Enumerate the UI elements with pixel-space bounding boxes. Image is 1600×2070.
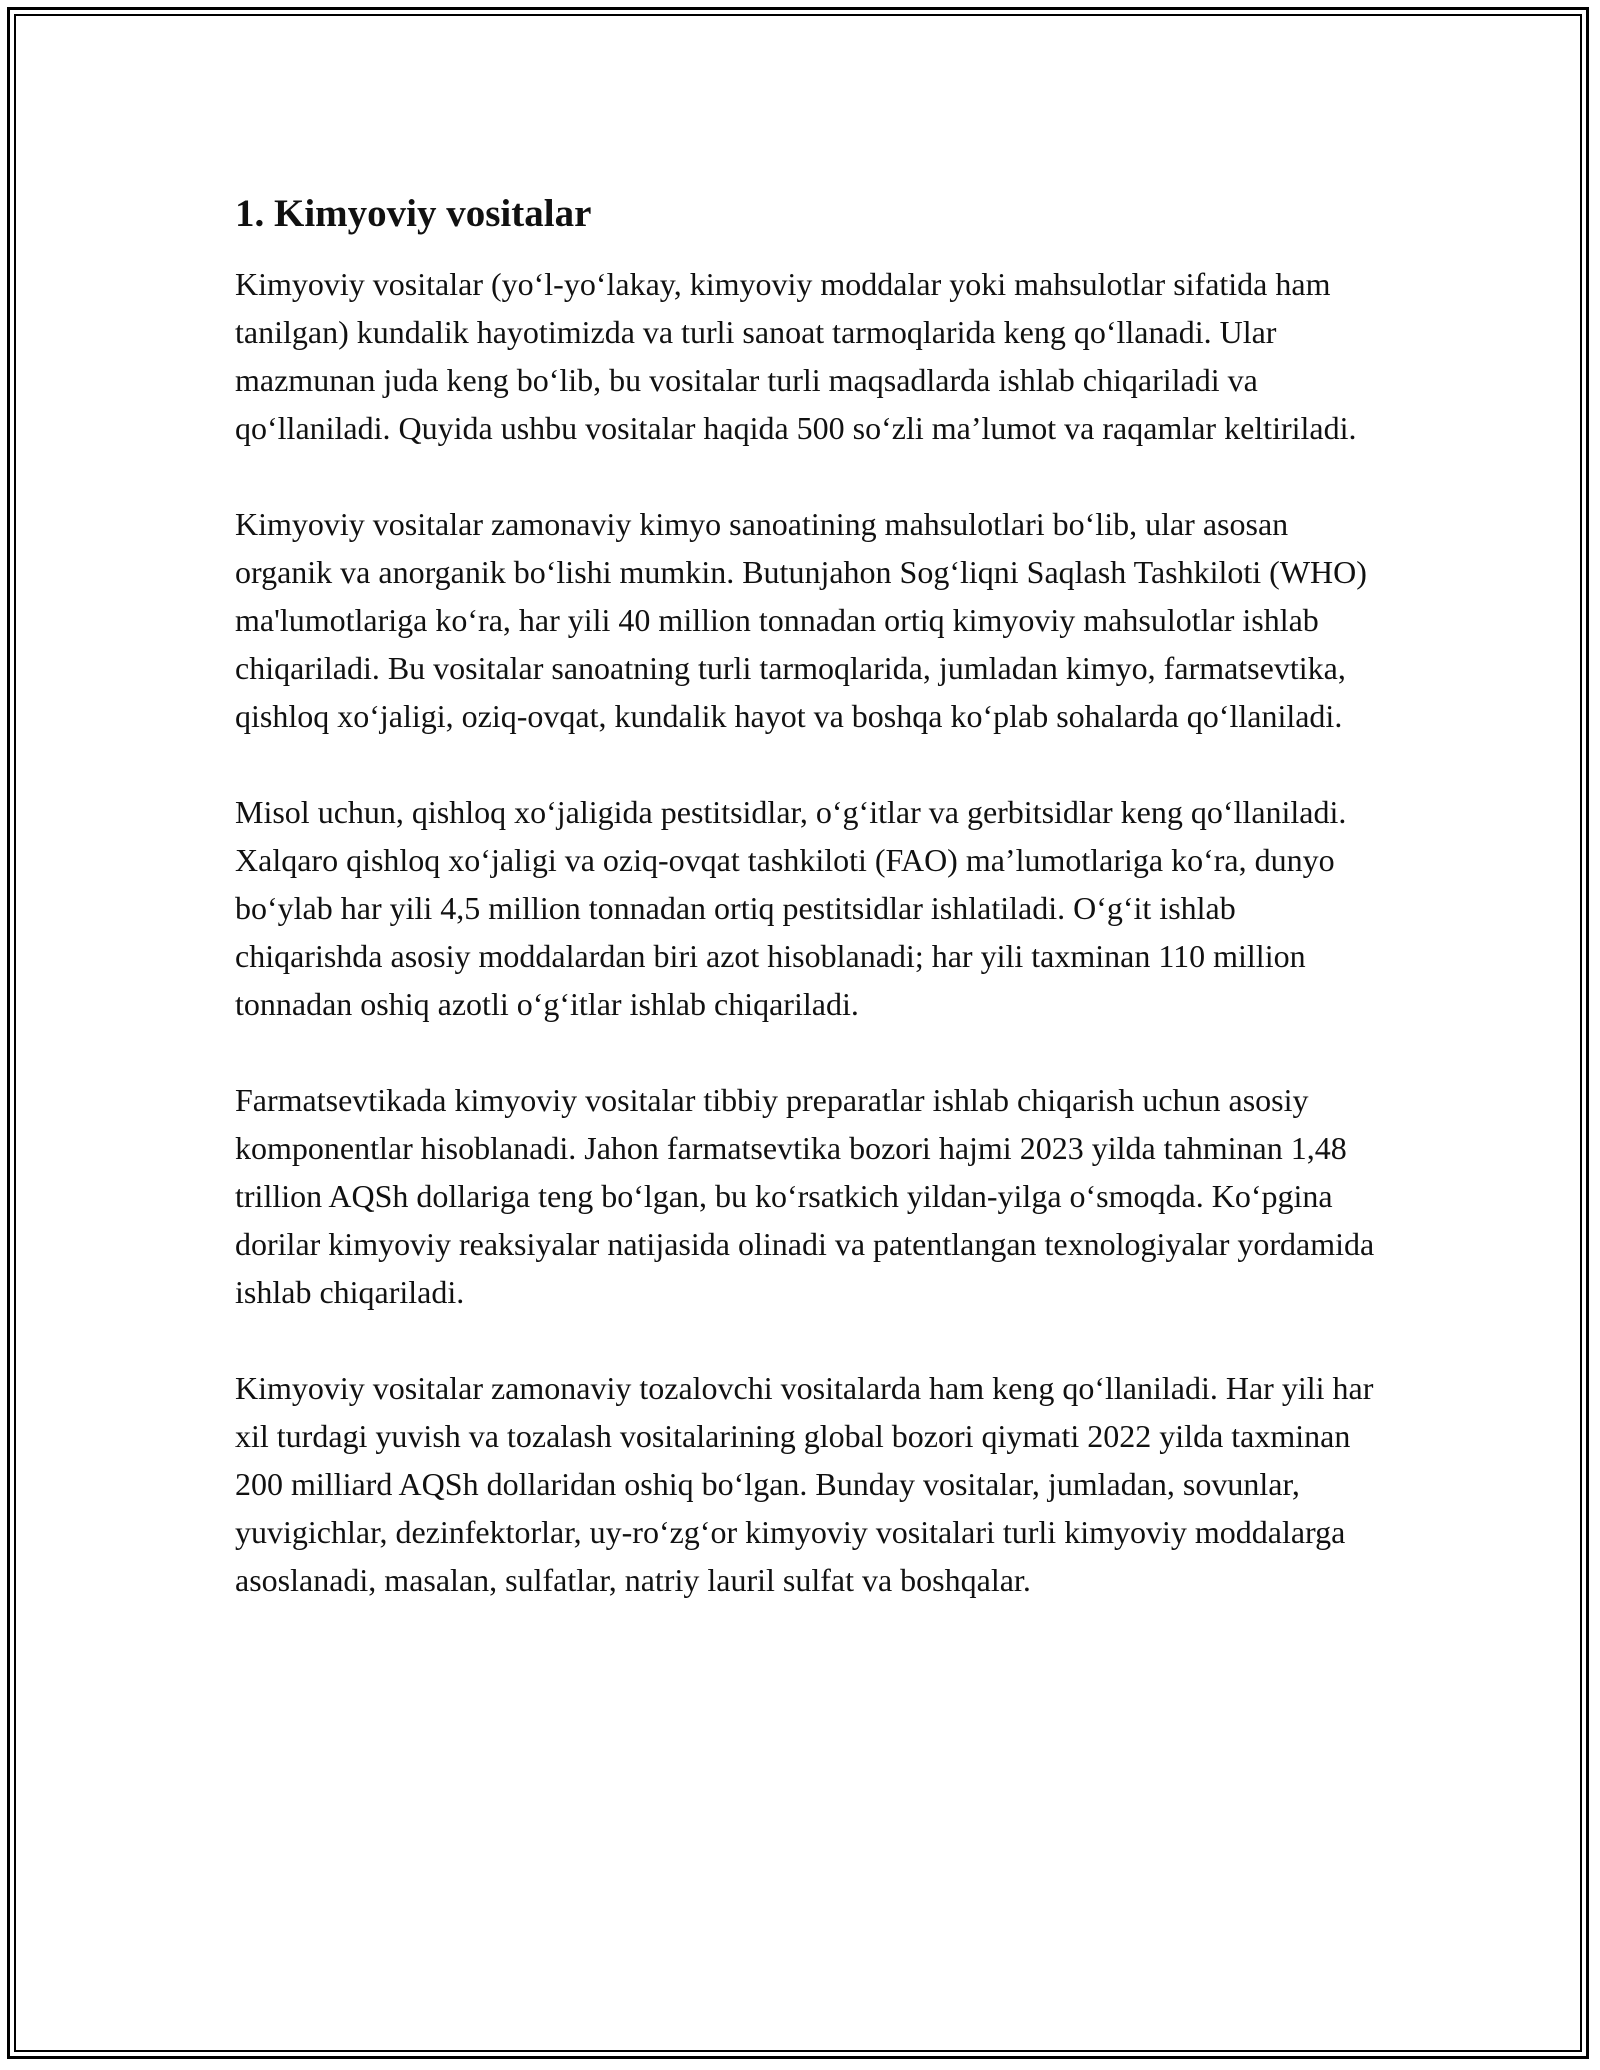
paragraph-cleaning-agents: Kimyoviy vositalar zamonaviy tozalovchi vositalarda ham keng qo‘llaniladi. Har yili har xil turdagi yuvish va tozalash vositalarining global bozori qiymati 2022 yilda taxminan 200 milliard AQSh dollaridan oshiq bo‘lgan. Bunday vositalar, jumladan, sovunlar, yuvigichlar, dezinfektorlar, uy-ro‘zg‘or kimyoviy vositalari turli kimyoviy moddalarga asoslanadi, masalan, sulfatlar, natriy lauril sulfat va boshqalar. <box>235 1370 1374 1598</box>
section-heading: 1. Kimyoviy vositalar <box>235 192 592 235</box>
document-body <box>235 185 1385 1652</box>
paragraph-intro: Kimyoviy vositalar (yo‘l-yo‘lakay, kimyoviy moddalar yoki mahsulotlar sifatida ham tanilgan) kundalik hayotimizda va turli sanoat tarmoqlarida keng qo‘llanadi. Ular mazmunan juda keng bo‘lib, bu vositalar turli maqsadlarda ishlab chiqariladi va qo‘llaniladi. Quyida ushbu vositalar haqida 500 so‘zli ma’lumot va raqamlar keltiriladi. <box>235 266 1357 446</box>
paragraph-pharmaceutics: Farmatsevtikada kimyoviy vositalar tibbiy preparatlar ishlab chiqarish uchun asosiy komponentlar hisoblanadi. Jahon farmatsevtika bozori hajmi 2023 yilda tahminan 1,48 trillion AQSh dollariga teng bo‘lgan, bu ko‘rsatkich yildan-yilga o‘smoqda. Ko‘pgina dorilar kimyoviy reaksiyalar natijasida olinadi va patentlangan texnologiyalar yordamida ishlab chiqariladi. <box>235 1082 1375 1310</box>
paragraph-agriculture: Misol uchun, qishloq xo‘jaligida pestitsidlar, o‘g‘itlar va gerbitsidlar keng qo‘llaniladi. Xalqaro qishloq xo‘jaligi va oziq-ovqat tashkiloti (FAO) ma’lumotlariga ko‘ra, dunyo bo‘ylab har yili 4,5 million tonnadan ortiq pestitsidlar ishlatiladi. O‘g‘it ishlab chiqarishda asosiy moddalardan biri azot hisoblanadi; har yili taxminan 110 million tonnadan oshiq azotli o‘g‘itlar ishlab chiqariladi. <box>235 794 1347 1022</box>
paragraph-chemical-industry: Kimyoviy vositalar zamonaviy kimyo sanoatining mahsulotlari bo‘lib, ular asosan organik va anorganik bo‘lishi mumkin. Butunjahon Sog‘liqni Saqlash Tashkiloti (WHO) ma'lumotlariga ko‘ra, har yili 40 million tonnadan ortiq kimyoviy mahsulotlar ishlab chiqariladi. Bu vositalar sanoatning turli tarmoqlarida, jumladan kimyo, farmatsevtika, qishloq xo‘jaligi, oziq-ovqat, kundalik hayot va boshqa ko‘plab sohalarda qo‘llaniladi. <box>235 506 1367 734</box>
